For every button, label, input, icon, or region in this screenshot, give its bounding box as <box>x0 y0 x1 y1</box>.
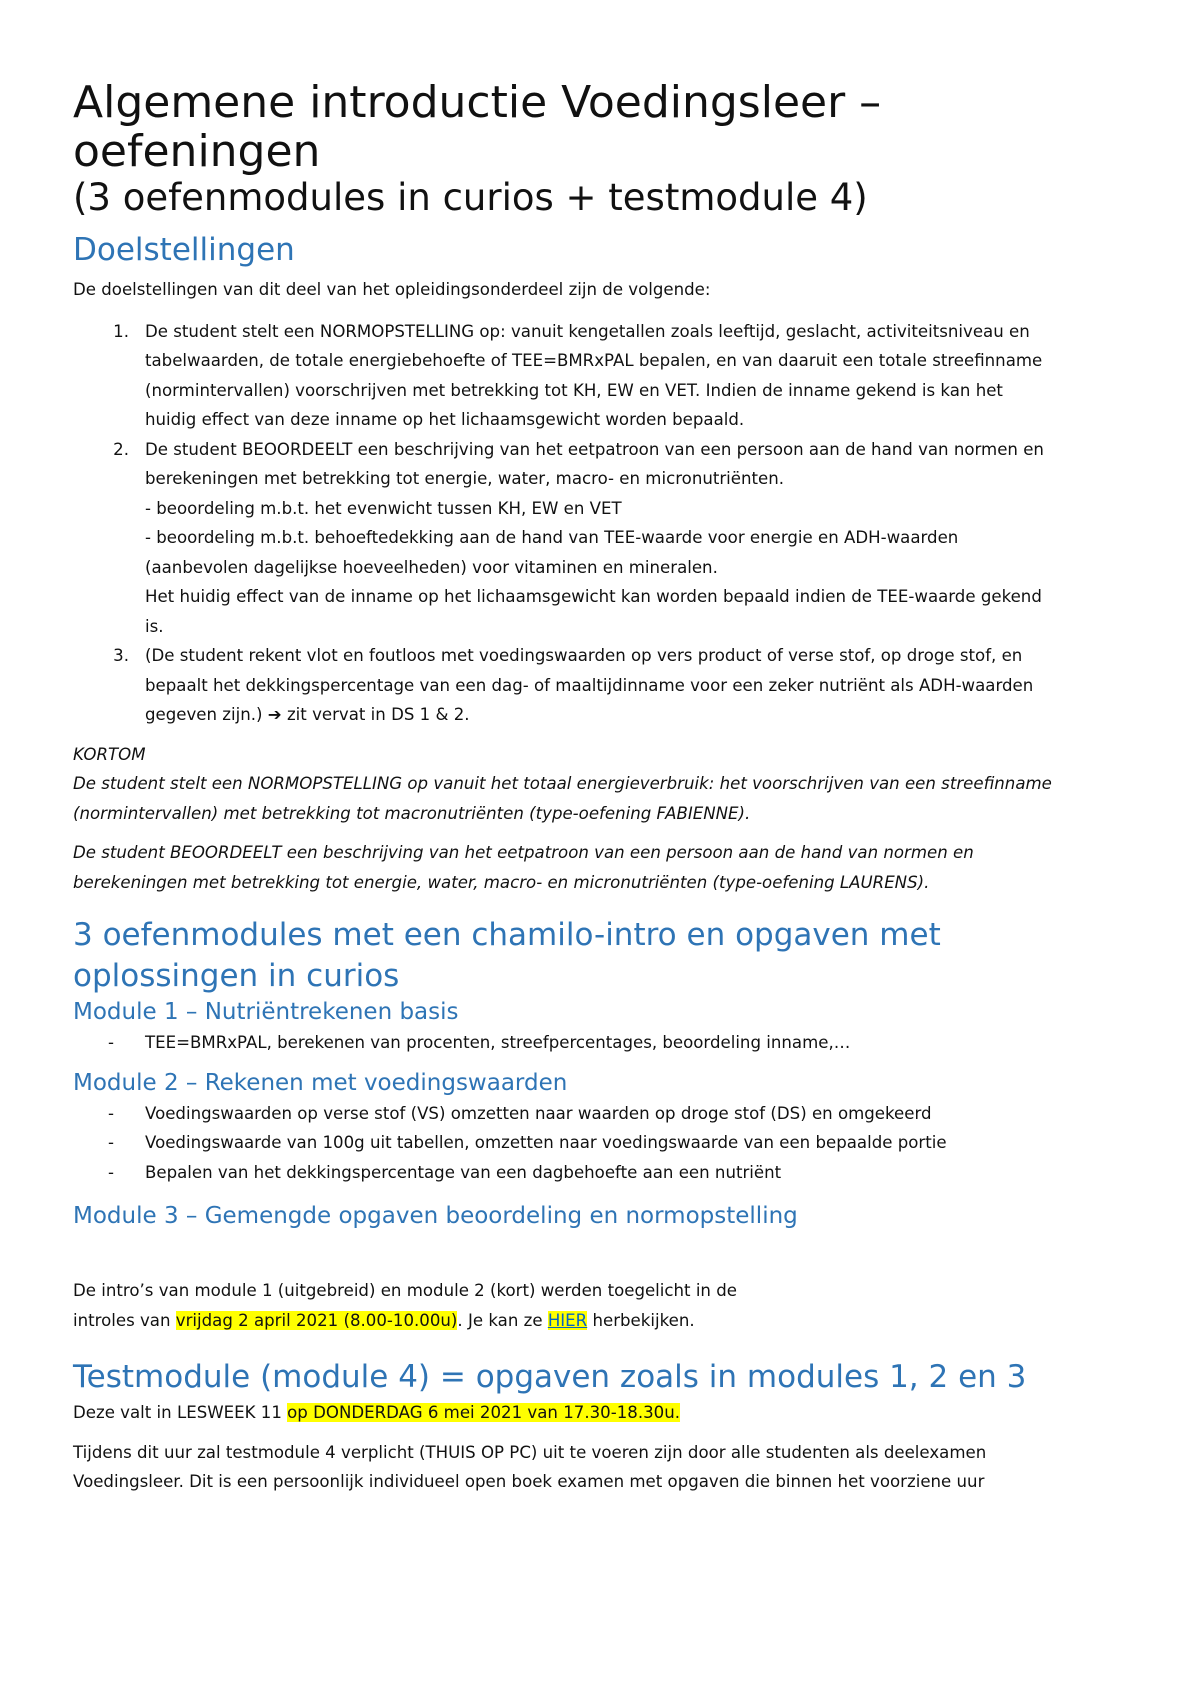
dash-bullet: - <box>108 1103 114 1123</box>
recording-link[interactable]: HIER <box>547 1310 588 1330</box>
module-2-list <box>73 1099 1128 1188</box>
testmodule-heading: Testmodule (module 4) = opgaven zoals in modules 1, 2 en 3 <box>73 1359 1027 1395</box>
summary-line: De student stelt een NORMOPSTELLING op vanuit het totaal energieverbruik: het voorschrijven van een streefinname <box>73 774 1052 793</box>
goal-text <box>145 641 1128 730</box>
list-item <box>73 1128 1128 1158</box>
goal-text <box>145 317 1128 435</box>
modules-heading-line: 3 oefenmodules met een chamilo-intro en opgaven met <box>73 917 941 953</box>
intro-note-text: herbekijken. <box>587 1310 695 1330</box>
goals-intro: De doelstellingen van dit deel van het opleidingsonderdeel zijn de volgende: <box>73 280 711 299</box>
testmodule-date <box>73 1398 1128 1428</box>
dash-bullet: - <box>108 1133 114 1152</box>
list-item-text: TEE=BMRxPAL, berekenen van procenten, streefpercentages, beoordeling inname,… <box>145 1033 851 1052</box>
list-item <box>73 1099 1128 1129</box>
testmodule-description <box>73 1438 1128 1497</box>
summary-line: berekeningen met betrekking tot energie, water, macro- en micronutriënten (type-oefening LAURENS). <box>73 872 930 892</box>
highlighted-exam-date: op DONDERDAG 6 mei 2021 van 17.30-18.30u. <box>287 1403 681 1422</box>
dash-bullet: - <box>108 1033 114 1052</box>
goal-item-3 <box>73 641 1128 730</box>
summary-paragraph-1 <box>73 769 1128 828</box>
goal-text <box>145 435 1128 642</box>
goal-item-2 <box>73 435 1128 642</box>
goals-list <box>73 317 1128 730</box>
document-content <box>73 78 1128 1497</box>
goals-heading: Doelstellingen <box>73 232 295 268</box>
goal-line: tabelwaarden, de totale energiebehoefte of TEE=BMRxPAL bepalen, en van daaruit een totale streefinname <box>145 351 1043 370</box>
intro-note-text: introles van <box>73 1310 176 1330</box>
testmodule-line: Voedingsleer. Dit is een persoonlijk individueel open boek examen met opgaven die binnen het voorziene uur <box>73 1472 985 1491</box>
testmodule-line: Tijdens dit uur zal testmodule 4 verplicht (THUIS OP PC) uit te voeren zijn door alle studenten als deelexamen <box>73 1442 987 1462</box>
goal-item-1 <box>73 317 1128 435</box>
goal-line: (aanbevolen dagelijkse hoeveelheden) voor vitaminen en mineralen. <box>145 557 718 577</box>
goal-number: 3. <box>113 646 129 665</box>
list-item-text: Voedingswaarde van 100g uit tabellen, omzetten naar voedingswaarde van een bepaalde portie <box>145 1133 947 1152</box>
list-item-text: Voedingswaarden op verse stof (VS) omzetten naar waarden op droge stof (DS) en omgekeerd <box>145 1103 932 1123</box>
goal-line: (De student rekent vlot en foutloos met voedingswaarden op vers product of verse stof, op droge stof, en <box>145 646 1023 665</box>
highlighted-date: vrijdag 2 april 2021 (8.00-10.00u) <box>175 1310 458 1330</box>
summary-line: De student BEOORDEELT een beschrijving van het eetpatroon van een persoon aan de hand van normen en <box>73 843 974 862</box>
modules-heading-line: oplossingen in curios <box>73 958 400 994</box>
intro-note-text: . Je kan ze <box>457 1310 548 1330</box>
document-subtitle: (3 oefenmodules in curios + testmodule 4) <box>73 176 868 219</box>
module-1-list <box>73 1028 1128 1058</box>
goal-line: De student BEOORDEELT een beschrijving van het eetpatroon van een persoon aan de hand van normen en <box>145 439 1044 459</box>
goal-line: De student stelt een NORMOPSTELLING op: vanuit kengetallen zoals leeftijd, geslacht, activiteitsniveau en <box>145 321 1030 341</box>
document-title <box>73 78 1128 176</box>
dash-bullet: - <box>108 1162 114 1182</box>
summary-paragraph-2 <box>73 838 1128 897</box>
goal-line: zit vervat in DS 1 & 2. <box>281 705 470 724</box>
testmodule-date-text: Deze valt in LESWEEK 11 <box>73 1403 288 1422</box>
summary-label: KORTOM <box>73 744 146 764</box>
summary-line: (normintervallen) met betrekking tot macronutriënten (type-oefening FABIENNE). <box>73 803 751 823</box>
goal-line: - beoordeling m.b.t. behoeftedekking aan de hand van TEE-waarde voor energie en ADH-waarden <box>145 528 959 547</box>
modules-heading <box>73 915 1128 997</box>
goal-number: 2. <box>113 439 129 459</box>
goal-line: (normintervallen) voorschrijven met betrekking tot KH, EW en VET. Indien de inname gekend is kan het <box>145 380 1003 400</box>
title-line-1: Algemene introductie Voedingsleer – <box>73 77 882 128</box>
goal-line: is. <box>145 616 164 636</box>
goal-line: - beoordeling m.b.t. het evenwicht tussen KH, EW en VET <box>145 498 622 518</box>
goal-number: 1. <box>113 321 129 341</box>
intro-note-line: De intro’s van module 1 (uitgebreid) en module 2 (kort) werden toegelicht in de <box>73 1281 737 1300</box>
module-1-title: Module 1 – Nutriëntrekenen basis <box>73 999 459 1025</box>
arrow-right-icon: ➔ <box>267 705 282 724</box>
module-3-title: Module 3 – Gemengde opgaven beoordeling en normopstelling <box>73 1203 798 1229</box>
goal-line: gegeven zijn.) <box>145 705 268 724</box>
goal-line: Het huidig effect van de inname op het lichaamsgewicht kan worden bepaald indien de TEE-waarde gekend <box>145 587 1042 606</box>
module-2-title: Module 2 – Rekenen met voedingswaarden <box>73 1069 568 1096</box>
list-item-text: Bepalen van het dekkingspercentage van een dagbehoefte aan een nutriënt <box>145 1162 782 1182</box>
goal-line: bepaalt het dekkingspercentage van een dag- of maaltijdinname voor een zeker nutriënt als ADH-waarden <box>145 675 1034 695</box>
intro-note <box>73 1276 1128 1335</box>
goal-line: huidig effect van deze inname op het lichaamsgewicht worden bepaald. <box>145 410 745 429</box>
title-line-2: oefeningen <box>73 126 321 177</box>
list-item <box>73 1158 1128 1188</box>
list-item <box>73 1028 1128 1058</box>
goal-line: berekeningen met betrekking tot energie, water, macro- en micronutriënten. <box>145 469 785 488</box>
summary-block <box>73 740 1128 898</box>
